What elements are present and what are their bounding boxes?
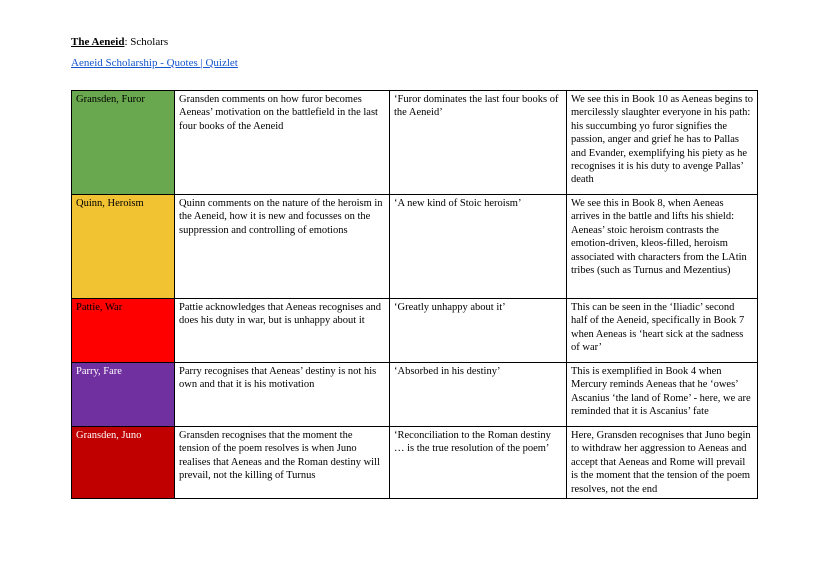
document-title [71,36,168,49]
analysis-cell: We see this in Book 8, when Aeneas arrives in the battle and lifts his shield: Aeneas’ stoic heroism contrasts the emotion-driven, kleos-filled, heroism associated with characters from the LAtin tribes (such as Turnus and Mezentius) [567,195,758,299]
quote-cell: ‘Reconciliation to the Roman destiny … is the true resolution of the poem’ [390,427,567,499]
scholar-cell: Gransden, Furor [72,91,175,195]
title-work-name: The Aeneid [71,36,125,48]
table-row [72,299,758,363]
quote-cell: ‘Greatly unhappy about it’ [390,299,567,363]
table-row [72,427,758,499]
summary-cell: Gransden comments on how furor becomes Aeneas’ motivation on the battlefield in the last four books of the Aeneid [175,91,390,195]
summary-cell: Gransden recognises that the moment the tension of the poem resolves is when Juno realises that Aeneas and the Roman destiny will prevail, not the killing of Turnus [175,427,390,499]
scholar-cell: Gransden, Juno [72,427,175,499]
title-suffix: : Scholars [124,36,169,48]
quote-cell: ‘Absorbed in his destiny’ [390,363,567,427]
quizlet-source-link[interactable]: Aeneid Scholarship - Quotes | Quizlet [71,57,238,69]
scholar-cell: Pattie, War [72,299,175,363]
analysis-cell: This can be seen in the ‘Iliadic’ second half of the Aeneid, specifically in Book 7 when Aeneas is ‘heart sick at the sadness of war’ [567,299,758,363]
quote-cell: ‘A new kind of Stoic heroism’ [390,195,567,299]
summary-cell: Quinn comments on the nature of the heroism in the Aeneid, how it is new and focusses on the suppression and controlling of emotions [175,195,390,299]
table-row [72,91,758,195]
quote-cell: ‘Furor dominates the last four books of the Aeneid’ [390,91,567,195]
scholar-cell: Parry, Fare [72,363,175,427]
analysis-cell: We see this in Book 10 as Aeneas begins to mercilessly slaughter everyone in his path: his succumbing yo furor signifies the passion, anger and grief he has to Pallas and Evander, exemplifying his piety as he recognises it is his duty to avenge Pallas’ death [567,91,758,195]
scholars-table [71,90,758,499]
summary-cell: Pattie acknowledges that Aeneas recognises and does his duty in war, but is unhappy about it [175,299,390,363]
analysis-cell: Here, Gransden recognises that Juno begin to withdraw her aggression to Aeneas and accept that Aeneas and Rome will prevail is the moment that the tension of the poem resolves, not the end [567,427,758,499]
scholar-cell: Quinn, Heroism [72,195,175,299]
analysis-cell: This is exemplified in Book 4 when Mercury reminds Aeneas that he ‘owes’ Ascanius ‘the land of Rome’ - here, we are reminded that it is Ascanius’ fate [567,363,758,427]
table-row [72,363,758,427]
summary-cell: Parry recognises that Aeneas’ destiny is not his own and that it is his motivation [175,363,390,427]
table-row [72,195,758,299]
